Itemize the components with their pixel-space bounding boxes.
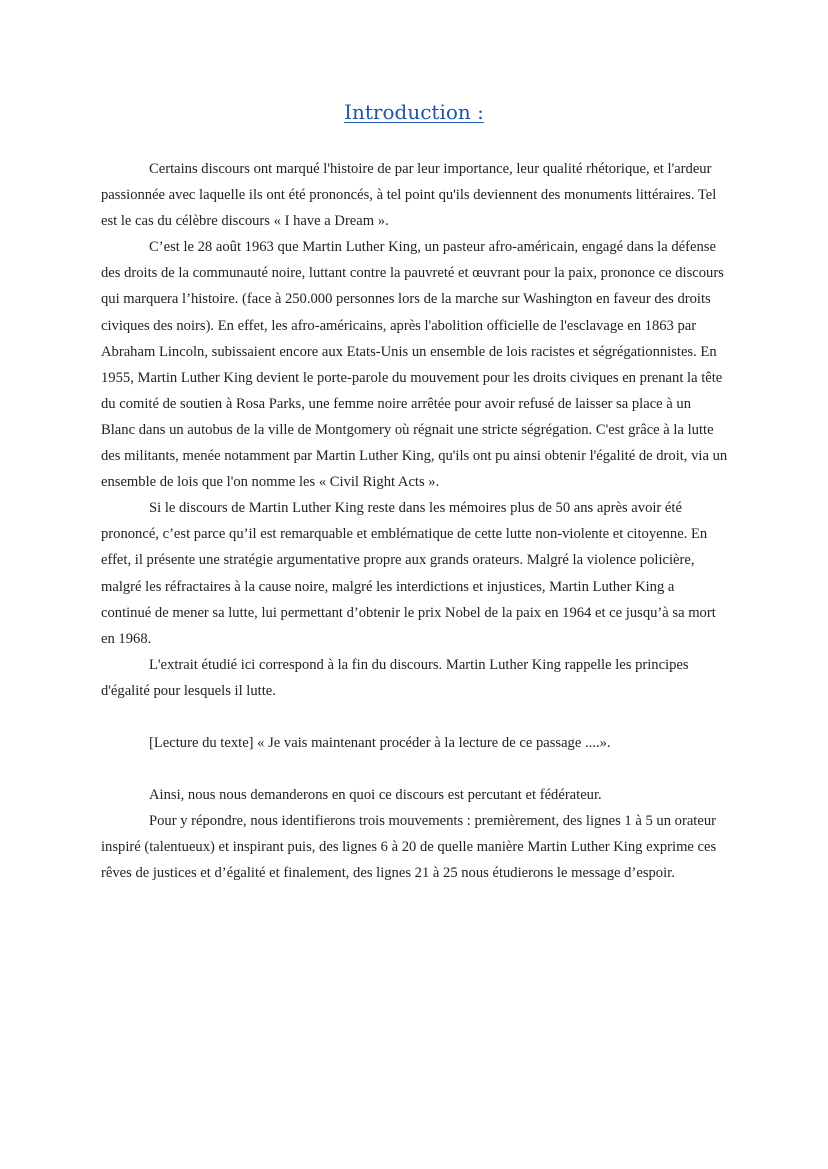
paragraph-outline: Pour y répondre, nous identifierons trois mouvements : premièrement, des lignes 1 à 5 un orateur inspiré (talentueux) et inspirant puis, des lignes 6 à 20 de quelle manière Martin Luther King exprime ces rêves de justices et d’égalité et finalement, des lignes 21 à 25 nous étudierons le message d’espoir.	[101, 813, 717, 882]
document-body	[101, 156, 728, 886]
paragraph-context: C’est le 28 août 1963 que Martin Luther King, un pasteur afro-américain, engagé dans la défense des droits de la communauté noire, luttant contre la pauvreté et œuvrant pour la paix, prononce ce discours qui marquera l’histoire. (face à 250.000 personnes lors de la marche sur Washington en faveur des droits civiques des noirs). En effet, les afro-américains, après l'abolition officielle de l'esclavage en 1863 par Abraham Lincoln, subissaient encore aux Etats-Unis un ensemble de lois racistes et ségrégationnistes. En 1955, Martin Luther King devient le porte-parole du mouvement pour les droits civiques en prenant la tête du comité de soutien à Rosa Parks, une femme noire arrêtée pour avoir refusé de laisser sa place à un Blanc dans un autobus de la ville de Montgomery où régnait une stricte ségrégation. C'est grâce à la lutte des militants, menée notamment par Martin Luther King, qu'ils ont pu ainsi obtenir l'égalité de droit, via un ensemble de lois que l'on nomme les « Civil Right Acts ».	[101, 239, 728, 491]
paragraph-significance: Si le discours de Martin Luther King reste dans les mémoires plus de 50 ans après avoir été prononcé, c’est parce qu’il est remarquable et emblématique de cette lutte non-violente et citoyenne. En effet, il présente une stratégie argumentative propre aux grands orateurs. Malgré la violence policière, malgré les réfractaires à la cause noire, malgré les interdictions et injustices, Martin Luther King a continué de mener sa lutte, lui permettant d’obtenir le prix Nobel de la paix en 1964 et ce jusqu’à sa mort en 1968.	[101, 500, 716, 647]
document-title: Introduction :	[344, 100, 484, 124]
paragraph-reading: [Lecture du texte] « Je vais maintenant procéder à la lecture de ce passage ....».	[149, 734, 611, 751]
paragraph-problematic: Ainsi, nous nous demanderons en quoi ce discours est percutant et fédérateur.	[149, 787, 602, 804]
paragraph-extract-situation: L'extrait étudié ici correspond à la fin du discours. Martin Luther King rappelle les principes d'égalité pour lesquels il lutte.	[101, 656, 689, 699]
paragraph-intro-hook: Certains discours ont marqué l'histoire de par leur importance, leur qualité rhétorique, et l'ardeur passionnée avec laquelle ils ont été prononcés, à tel point qu'ils deviennent des monuments littéraires. Tel est le cas du célèbre discours « I have a Dream ».	[101, 161, 717, 230]
